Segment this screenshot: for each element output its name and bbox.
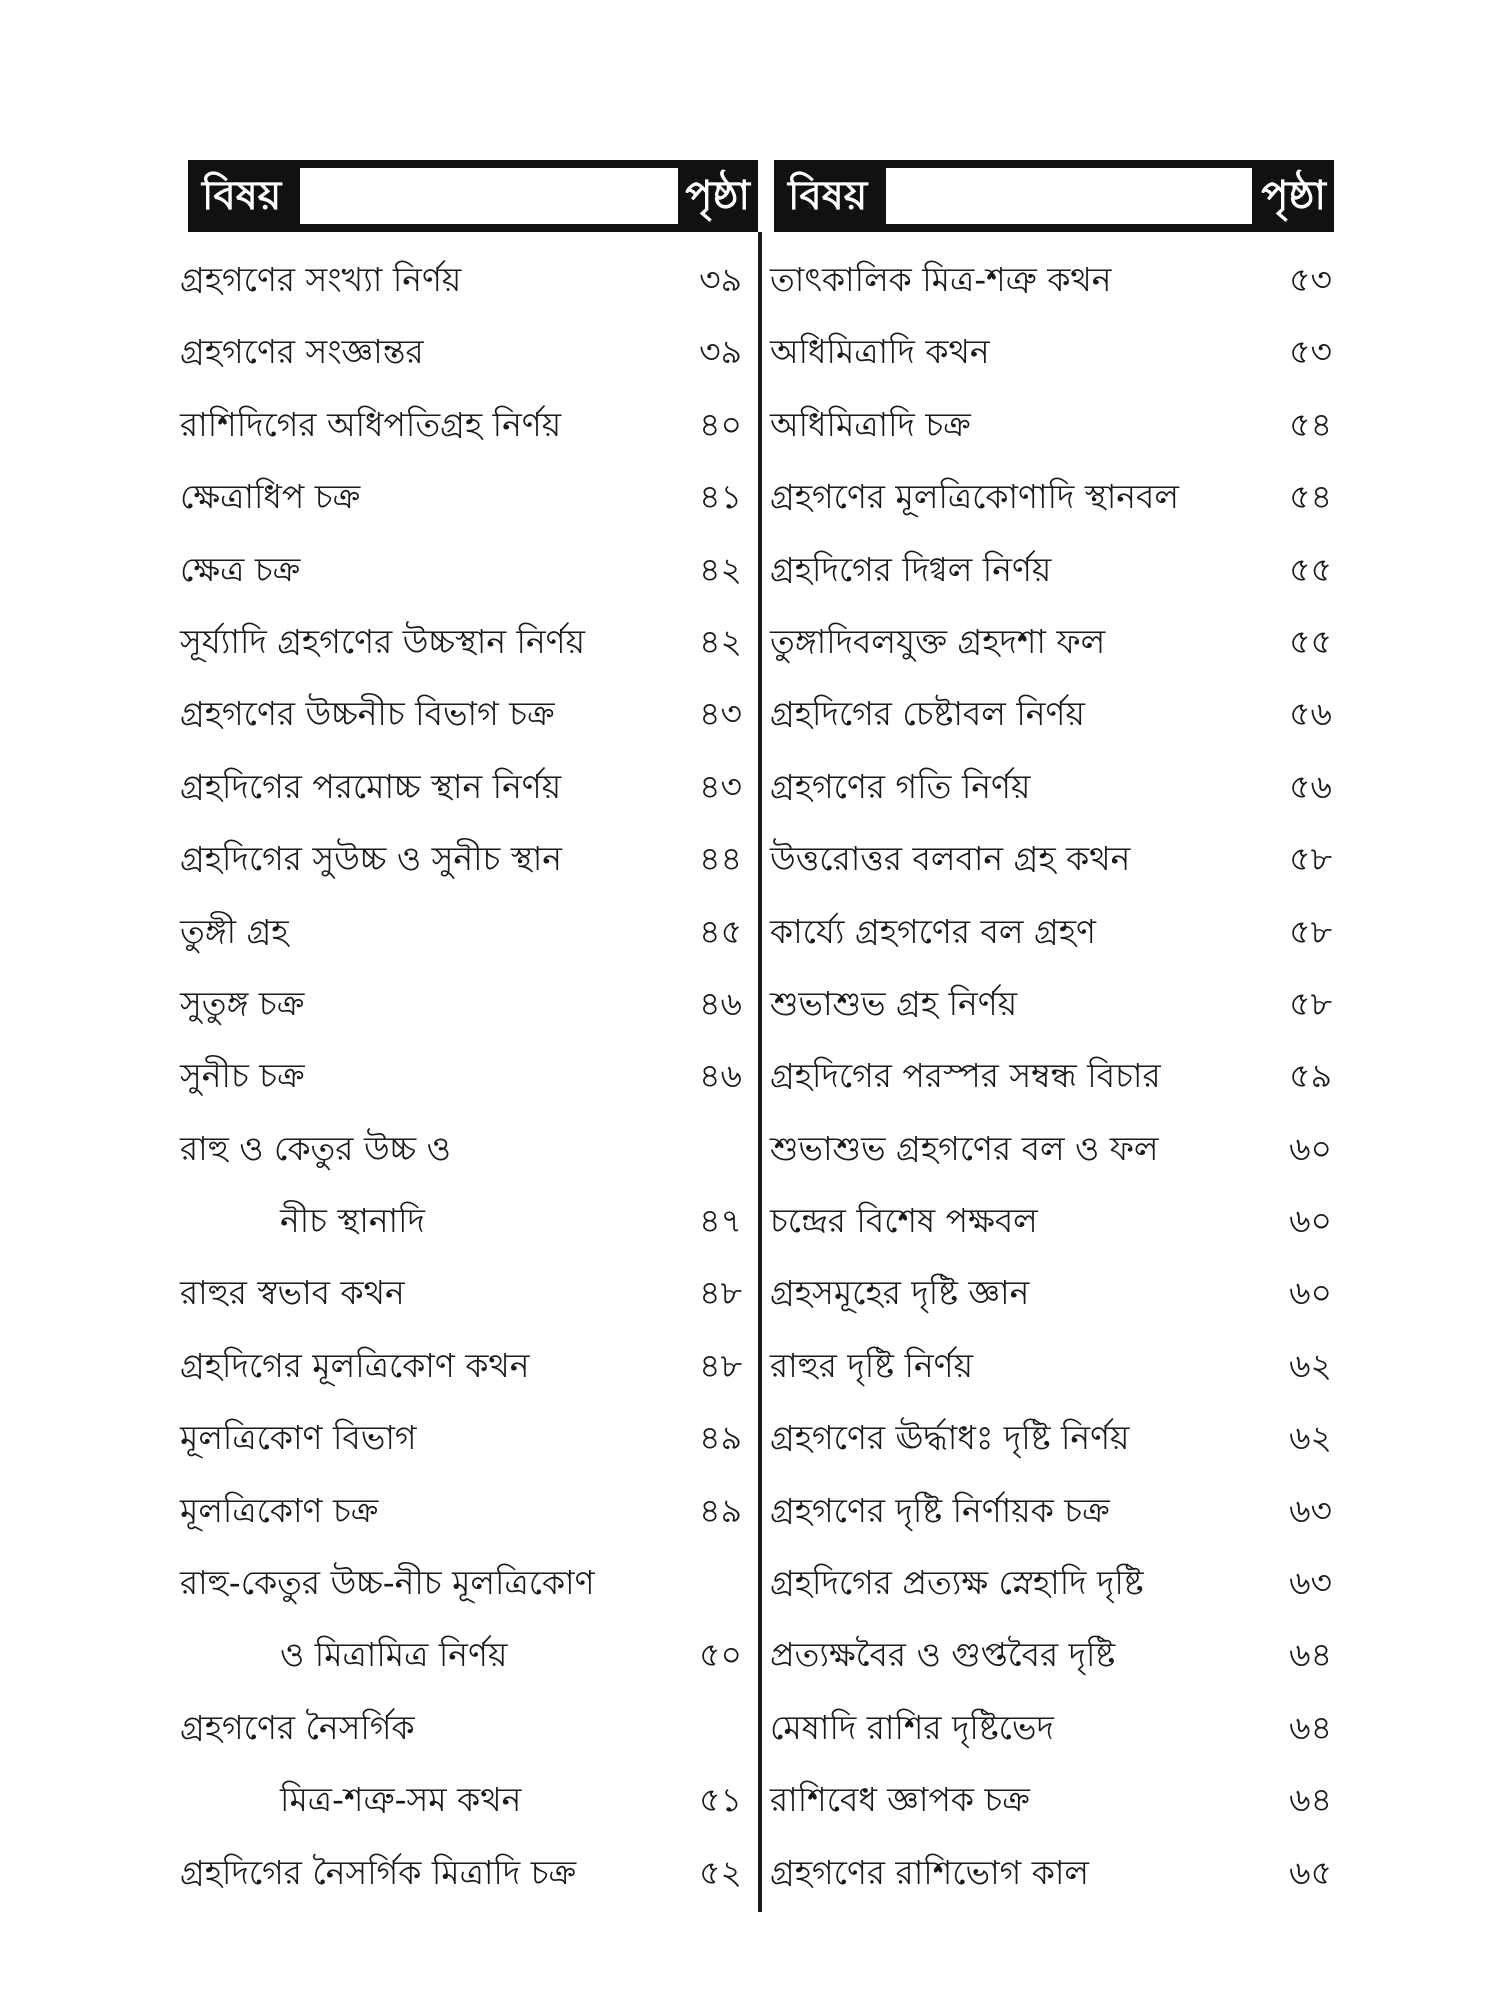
entry-page-number: ৬০ — [1289, 1201, 1332, 1241]
contents-entry — [180, 1619, 750, 1691]
entry-topic: গ্রহগণের সংখ্যা নির্ণয় — [180, 260, 462, 299]
entry-page-number: ৪৩ — [699, 766, 742, 806]
entry-topic: গ্রহদিগের নৈসর্গিক মিত্রাদি চক্র — [180, 1852, 577, 1892]
entry-page-number: ৫২ — [699, 1852, 742, 1892]
entry-topic: গ্রহগণের সংজ্ঞান্তর — [180, 332, 424, 372]
entry-page-number: ৩৯ — [699, 332, 742, 372]
contents-entry — [180, 1257, 750, 1329]
header-blank-box — [886, 168, 1252, 224]
contents-entry — [770, 606, 1340, 678]
contents-entry — [180, 751, 750, 823]
entry-topic: সুতুঙ্গ চক্র — [180, 983, 305, 1023]
contents-entry — [770, 823, 1340, 895]
contents-entry — [770, 316, 1340, 388]
contents-entry — [180, 1330, 750, 1402]
contents-entry — [770, 1040, 1340, 1112]
entry-topic: গ্রহগণের নৈসর্গিক — [180, 1707, 415, 1747]
entry-topic: গ্রহদিগের চেষ্টাবল নির্ণয় — [770, 694, 1085, 734]
contents-entry — [770, 1619, 1340, 1691]
header-topic-label: বিষয় — [788, 173, 868, 219]
entry-page-number: ৬২ — [1289, 1418, 1332, 1458]
contents-entry — [180, 823, 750, 895]
entry-topic: রাশিবেধ জ্ঞাপক চক্র — [770, 1780, 1030, 1820]
contents-entry — [180, 389, 750, 461]
entry-topic: গ্রহদিগের দিগ্বল নির্ণয় — [770, 549, 1052, 589]
entry-page-number: ৬৪ — [1289, 1635, 1332, 1675]
contents-entry — [770, 1402, 1340, 1474]
contents-entry — [180, 534, 750, 606]
entry-topic: ও মিত্রামিত্র নির্ণয় — [280, 1635, 508, 1675]
entry-topic: চন্দ্রের বিশেষ পক্ষবল — [770, 1201, 1038, 1241]
entry-topic: নীচ স্থানাদি — [280, 1201, 425, 1241]
entry-topic: গ্রহদিগের মূলত্রিকোণ কথন — [180, 1345, 530, 1385]
entry-topic: মেষাদি রাশির দৃষ্টিভেদ — [770, 1707, 1054, 1747]
entry-page-number: ৬৩ — [1289, 1563, 1332, 1603]
header-bar-right — [774, 160, 1334, 232]
entry-page-number: ৫৮ — [1289, 839, 1332, 879]
contents-entry — [180, 678, 750, 750]
contents-entry — [770, 389, 1340, 461]
entry-topic: অধিমিত্রাদি চক্র — [770, 404, 971, 444]
contents-entry — [770, 1113, 1340, 1185]
entry-page-number: ৫০ — [699, 1635, 742, 1675]
entry-page-number: ৫৩ — [1289, 260, 1332, 299]
contents-entry — [770, 896, 1340, 968]
entry-page-number: ৪৯ — [699, 1490, 742, 1530]
entry-page-number: ৫৪ — [1289, 404, 1332, 444]
entry-page-number: ৪৮ — [699, 1345, 742, 1385]
entry-page-number: ৫৩ — [1289, 332, 1332, 372]
contents-entry — [770, 968, 1340, 1040]
header-page-label: পৃষ্ঠা — [1261, 173, 1326, 219]
contents-entry — [770, 1475, 1340, 1547]
contents-entry — [770, 534, 1340, 606]
entry-topic: গ্রহগণের রাশিভোগ কাল — [770, 1852, 1090, 1892]
entry-page-number: ৪৫ — [699, 911, 742, 951]
header-bar-left — [188, 160, 758, 232]
column-divider — [758, 232, 762, 1912]
contents-entry — [180, 1040, 750, 1112]
contents-entry — [180, 1837, 750, 1909]
contents-entry — [770, 1764, 1340, 1836]
entry-page-number: ৪৬ — [699, 983, 742, 1023]
entry-topic: রাহু ও কেতুর উচ্চ ও — [180, 1128, 451, 1168]
entry-page-number: ৪৩ — [699, 694, 742, 734]
contents-entry — [180, 1402, 750, 1474]
entry-topic: তুঙ্গী গ্রহ — [180, 911, 289, 951]
entry-page-number: ৪৭ — [699, 1201, 742, 1241]
contents-entry — [180, 968, 750, 1040]
contents-entry — [180, 1692, 750, 1764]
entry-topic: রাহু-কেতুর উচ্চ-নীচ মূলত্রিকোণ — [180, 1563, 595, 1603]
entry-page-number: ৫৮ — [1289, 983, 1332, 1023]
entry-topic: মূলত্রিকোণ চক্র — [180, 1490, 379, 1530]
header-topic-label: বিষয় — [202, 173, 282, 219]
entry-topic: গ্রহগণের গতি নির্ণয় — [770, 766, 1031, 806]
header-blank-box — [300, 168, 678, 224]
entry-page-number: ৩৯ — [699, 260, 742, 299]
contents-entry — [180, 896, 750, 968]
contents-entry — [180, 1547, 750, 1619]
entry-topic: সূর্য্যাদি গ্রহগণের উচ্চস্থান নির্ণয় — [180, 621, 586, 661]
entry-topic: কার্য্যে গ্রহগণের বল গ্রহণ — [770, 911, 1096, 951]
contents-entry — [770, 244, 1340, 316]
contents-entry — [180, 1475, 750, 1547]
entry-topic: গ্রহদিগের প্রত্যক্ষ স্নেহাদি দৃষ্টি — [770, 1563, 1144, 1603]
contents-entry — [180, 316, 750, 388]
contents-entry — [770, 678, 1340, 750]
entry-page-number: ৫৪ — [1289, 477, 1332, 517]
entry-topic: মিত্র-শত্রু-সম কথন — [280, 1780, 522, 1820]
entry-topic: তাৎকালিক মিত্র-শত্রু কথন — [770, 260, 1112, 299]
entry-topic: প্রত্যক্ষবৈর ও গুপ্তবৈর দৃষ্টি — [770, 1635, 1116, 1675]
contents-entry — [770, 1185, 1340, 1257]
contents-entry — [770, 1330, 1340, 1402]
entry-page-number: ৪৮ — [699, 1273, 742, 1313]
left-column — [180, 244, 750, 1909]
contents-entry — [770, 751, 1340, 823]
entry-topic: গ্রহদিগের সুউচ্চ ও সুনীচ স্থান — [180, 839, 562, 879]
entry-topic: ক্ষেত্র চক্র — [180, 549, 301, 589]
contents-entry — [180, 244, 750, 316]
entry-page-number: ৫৮ — [1289, 911, 1332, 951]
entry-page-number: ৫৫ — [1289, 621, 1332, 661]
contents-entry — [180, 1185, 750, 1257]
entry-topic: গ্রহগণের উচ্চনীচ বিভাগ চক্র — [180, 694, 555, 734]
header-page-label: পৃষ্ঠা — [685, 173, 750, 219]
entry-topic: রাশিদিগের অধিপতিগ্রহ নির্ণয় — [180, 404, 562, 444]
contents-entry — [180, 1113, 750, 1185]
entry-topic: গ্রহগণের মূলত্রিকোণাদি স্থানবল — [770, 477, 1179, 517]
contents-entry — [770, 1692, 1340, 1764]
entry-page-number: ৪৪ — [699, 839, 742, 879]
entry-page-number: ৫৯ — [1289, 1056, 1332, 1096]
entry-page-number: ৬৩ — [1289, 1490, 1332, 1530]
entry-page-number: ৫১ — [699, 1780, 742, 1820]
entry-topic: তুঙ্গাদিবলযুক্ত গ্রহদশা ফল — [770, 621, 1106, 661]
entry-topic: শুভাশুভ গ্রহগণের বল ও ফল — [770, 1128, 1159, 1168]
entry-page-number: ৫৬ — [1289, 694, 1332, 734]
entry-topic: গ্রহসমূহের দৃষ্টি জ্ঞান — [770, 1273, 1030, 1313]
contents-entry — [770, 1837, 1340, 1909]
entry-topic: রাহুর দৃষ্টি নির্ণয় — [770, 1345, 974, 1385]
entry-page-number: ৪২ — [699, 621, 742, 661]
entry-page-number: ৪২ — [699, 549, 742, 589]
entry-page-number: ৬৫ — [1289, 1852, 1332, 1892]
entry-topic: গ্রহগণের ঊর্দ্ধাধঃ দৃষ্টি নির্ণয় — [770, 1418, 1130, 1458]
entry-topic: মূলত্রিকোণ বিভাগ — [180, 1418, 417, 1458]
entry-topic: সুনীচ চক্র — [180, 1056, 305, 1096]
entry-page-number: ৫৫ — [1289, 549, 1332, 589]
entry-page-number: ৪৬ — [699, 1056, 742, 1096]
entry-topic: শুভাশুভ গ্রহ নির্ণয় — [770, 983, 1018, 1023]
contents-entry — [180, 606, 750, 678]
entry-topic: গ্রহদিগের পরস্পর সম্বন্ধ বিচার — [770, 1056, 1161, 1096]
entry-page-number: ৬০ — [1289, 1273, 1332, 1313]
entry-page-number: ৬৪ — [1289, 1707, 1332, 1747]
entry-topic: রাহুর স্বভাব কথন — [180, 1273, 405, 1313]
entry-page-number: ৪৯ — [699, 1418, 742, 1458]
contents-entry — [180, 1764, 750, 1836]
entry-page-number: ৪১ — [699, 477, 742, 517]
entry-page-number: ৪০ — [699, 404, 742, 444]
entry-page-number: ৬৪ — [1289, 1780, 1332, 1820]
entry-page-number: ৬০ — [1289, 1128, 1332, 1168]
entry-topic: অধিমিত্রাদি কথন — [770, 332, 990, 372]
contents-entry — [770, 1257, 1340, 1329]
contents-entry — [770, 1547, 1340, 1619]
contents-entry — [180, 461, 750, 533]
entry-topic: ক্ষেত্রাধিপ চক্র — [180, 477, 361, 517]
entry-page-number: ৬২ — [1289, 1345, 1332, 1385]
entry-topic: উত্তরোত্তর বলবান গ্রহ কথন — [770, 839, 1131, 879]
contents-entry — [770, 461, 1340, 533]
entry-topic: গ্রহদিগের পরমোচ্চ স্থান নির্ণয় — [180, 766, 562, 806]
right-column — [770, 244, 1340, 1909]
entry-page-number: ৫৬ — [1289, 766, 1332, 806]
entry-topic: গ্রহগণের দৃষ্টি নির্ণায়ক চক্র — [770, 1490, 1110, 1530]
